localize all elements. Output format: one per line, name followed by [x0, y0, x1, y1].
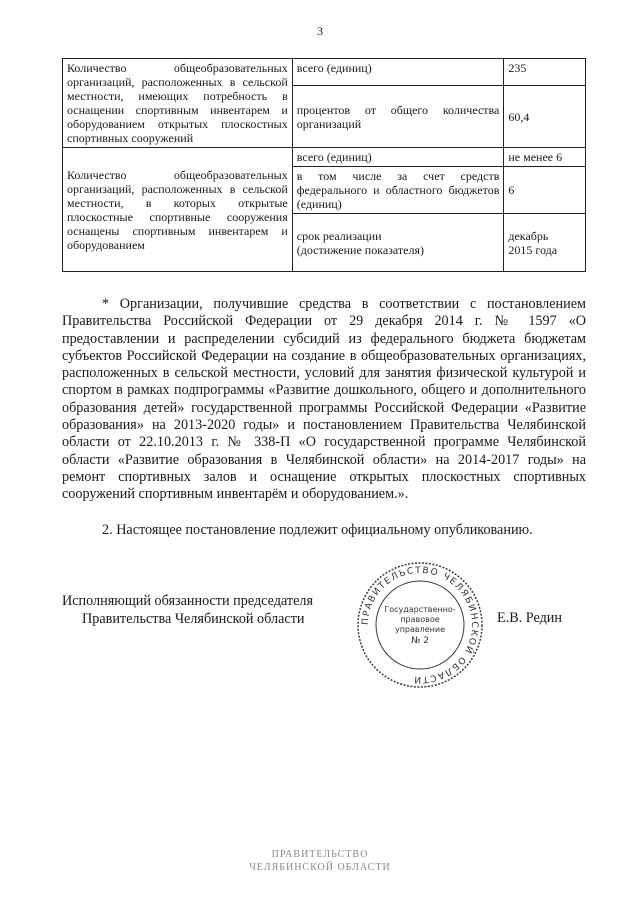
row2-value-total: не менее 6	[504, 148, 586, 167]
deadline-line1: срок реализации	[296, 228, 382, 243]
row2-value-budget: 6	[504, 167, 586, 214]
signatory-title-line2: Правительства Челябинской области	[82, 611, 305, 627]
stamp-inner-line3: управление	[394, 625, 446, 634]
footer-line1: ПРАВИТЕЛЬСТВО	[271, 849, 369, 860]
row2-label: Количество общеобразовательных организаций, расположенных в сельской местности, в которых открытые плоскостные спортивные сооружения оснащены спортивным инвентарем и оборудованием	[63, 148, 293, 272]
official-stamp	[355, 560, 485, 690]
row1-value-percent: 60,4	[504, 86, 586, 148]
row2-metric-deadline	[292, 214, 504, 272]
row2-value-deadline	[504, 214, 586, 272]
row1-label: Количество общеобразовательных организаций, расположенных в сельской местности, имеющих потребность в оснащении спортивным инвентарем и оборудованием открытых плоскостных спортивных сооружений	[63, 59, 293, 148]
row2-metric-budget: в том числе за счет средств федерального и областного бюджетов (единиц)	[292, 167, 504, 214]
page-number: 3	[317, 24, 323, 38]
stamp-inner-line2: правовое	[400, 615, 440, 624]
row1-metric-percent: процентов от общего количества организаций	[292, 86, 504, 148]
row1-value-total: 235	[504, 59, 586, 86]
row1-metric-total: всего (единиц)	[292, 59, 504, 86]
footnote-paragraph: * Организации, получившие средства в соответствии с постановлением Правительства Российской Федерации от 29 декабря 2014 г. № 1597 «О предоставлении и распределении субсидий из федерального бюджета бюджетам субъектов Российской Федерации на создание в общеобразовательных организациях, расположенных в сельской местности, условий для занятия физической культурой и спортом в рамках подпрограммы «Развитие дошкольного, общего и дополнительного образования детей» государственной программы Российской Федерации «Развитие образования» на 2013-2020 годы» и постановлением Правительства Челябинской области от 22.10.2013 г. № 338-П «О государственной программе Челябинской области «Развитие образования в Челябинской области» на 2014-2017 годы» на ремонт спортивных залов и оснащение открытых плоскостных спортивных сооружений спортивным инвентарём и оборудованием.».	[62, 296, 586, 503]
deadline-value-line2: 2015 года	[508, 242, 558, 257]
stamp-inner-line4: № 2	[411, 636, 429, 646]
signatory-title	[62, 592, 313, 628]
signatory-title-line1: Исполняющий обязанности председателя	[62, 593, 313, 609]
table-row	[63, 59, 586, 86]
footer-watermark	[0, 848, 640, 874]
footer-line2: ЧЕЛЯБИНСКОЙ ОБЛАСТИ	[249, 862, 391, 873]
signatory-name: Е.В. Редин	[497, 610, 562, 626]
stamp-outer-text: ПРАВИТЕЛЬСТВО ЧЕЛЯБИНСКОЙ ОБЛАСТИ	[360, 565, 480, 685]
deadline-value-line1: декабрь	[508, 228, 549, 243]
row2-metric-total: всего (единиц)	[292, 148, 504, 167]
item-2-paragraph: 2. Настоящее постановление подлежит официальному опубликованию.	[102, 522, 533, 538]
deadline-line2: (достижение показателя)	[296, 242, 424, 257]
indicators-table	[62, 58, 586, 272]
table-row	[63, 148, 586, 167]
stamp-inner-line1: Государственно-	[384, 605, 456, 614]
